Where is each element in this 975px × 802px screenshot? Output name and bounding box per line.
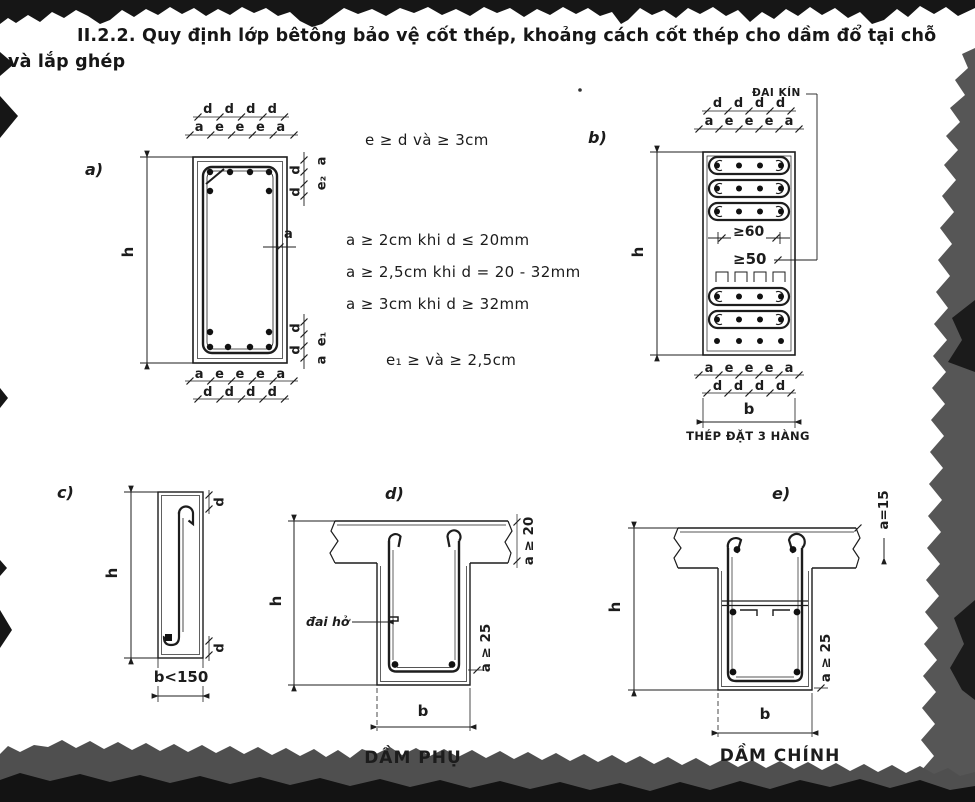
caption-dam-phu: DẦM PHỤ xyxy=(364,748,462,768)
figure-label-a: a) xyxy=(85,160,104,179)
scan-speck xyxy=(578,88,582,92)
dim-e-a-top: a=15 xyxy=(876,490,892,530)
dim-a-right-bottom-d2: d xyxy=(288,345,304,355)
dim-letter: e xyxy=(724,114,734,129)
dim-row-a-bottom-d xyxy=(197,385,283,400)
figure-label-c: c) xyxy=(57,483,74,502)
dim-h-b: h xyxy=(629,246,647,258)
dim-letter: d xyxy=(712,379,723,394)
dim-row-b-top-d xyxy=(707,96,791,111)
dim-b-c: b<150 xyxy=(153,668,209,686)
torn-edge-top xyxy=(0,0,975,27)
dim-letter: e xyxy=(724,361,734,376)
dim-letter: d xyxy=(733,379,744,394)
note-a-rule-3: a ≥ 3cm khi d ≥ 32mm xyxy=(346,295,530,313)
dim-letter: e xyxy=(764,114,774,129)
figure-label-b: b) xyxy=(588,128,607,147)
dim-letter: a xyxy=(704,114,714,129)
dim-a-right-bottom-a: a xyxy=(314,355,330,365)
dim-letter: d xyxy=(224,102,234,117)
beam-e-rebar-dots xyxy=(730,546,801,675)
caption-thep-dat-3-hang: THÉP ĐẶT 3 HÀNG xyxy=(686,429,810,443)
dim-letter: e xyxy=(744,361,754,376)
dim-c-d-top: d xyxy=(212,497,228,507)
dim-letter: d xyxy=(754,96,765,111)
dim-letter: d xyxy=(267,385,277,400)
dim-row-a-bottom-ae xyxy=(189,367,291,382)
dim-letter: e xyxy=(215,120,224,135)
torn-edge-left xyxy=(0,52,18,648)
dim-a-right-top-d1: d xyxy=(288,165,304,175)
dim-letter: e xyxy=(764,361,774,376)
dim-letter: d xyxy=(267,102,277,117)
dim-b-e: b xyxy=(759,705,771,723)
dim-letter: e xyxy=(744,114,754,129)
page-title-line1: II.2.2. Quy định lớp bêtông bảo vệ cốt thép, khoảng cách cốt thép cho dầm đổ tại chỗ xyxy=(77,26,937,46)
dim-row-a-top-d xyxy=(197,102,283,117)
dim-a-right-top-d2: d xyxy=(288,187,304,197)
dim-row-b-bottom-d xyxy=(707,379,791,394)
dim-c-d-bottom: d xyxy=(212,643,228,653)
beam-d-rebar-dots xyxy=(392,661,456,668)
dim-letter: d xyxy=(246,385,256,400)
note-e1-rule: e₁ ≥ và ≥ 2,5cm xyxy=(386,351,517,369)
dim-letter: a xyxy=(704,361,714,376)
dim-side-a: a xyxy=(284,227,293,242)
dim-letter: d xyxy=(775,379,786,394)
dim-h-a: h xyxy=(119,246,137,258)
page-title-line2: và lắp ghép xyxy=(8,52,126,72)
dai-kin-label: ĐAI KÍN xyxy=(752,87,801,99)
dim-row-b-bottom-ae xyxy=(699,361,799,376)
dim-ge50: ≥50 xyxy=(733,250,767,268)
caption-dam-chinh: DẦM CHÍNH xyxy=(719,746,841,766)
dim-letter: e xyxy=(235,367,245,382)
dim-letter: a xyxy=(194,120,204,135)
dim-a-right-top-a: a xyxy=(314,156,330,166)
dim-h-d: h xyxy=(267,595,285,607)
dim-letter: e xyxy=(255,367,265,382)
dim-letter: d xyxy=(775,96,786,111)
dim-letter: a xyxy=(784,361,794,376)
dim-letter: d xyxy=(712,96,723,111)
dim-d-a-bottom: a ≥ 25 xyxy=(478,623,494,673)
dim-b-b: b xyxy=(743,400,755,418)
figure-label-e: e) xyxy=(772,484,791,503)
dim-letter: a xyxy=(784,114,794,129)
dim-letter: a xyxy=(276,367,286,382)
dim-h-c: h xyxy=(103,567,121,579)
dim-letter: e xyxy=(215,367,224,382)
dim-row-b-top-ae xyxy=(699,114,799,129)
note-e-rule: e ≥ d và ≥ 3cm xyxy=(365,131,489,149)
torn-edge-right xyxy=(920,48,975,802)
dim-letter: a xyxy=(276,120,286,135)
dim-a-right-bottom-e1: e₁ xyxy=(314,331,330,347)
dai-ho-label: đai hở xyxy=(306,614,350,629)
dim-letter: a xyxy=(194,367,204,382)
dim-row-a-top-ae xyxy=(189,120,291,135)
beam-c-rebar-dot xyxy=(165,634,172,641)
dim-letter: d xyxy=(733,96,744,111)
dim-letter: d xyxy=(224,385,234,400)
note-a-rule-1: a ≥ 2cm khi d ≤ 20mm xyxy=(346,231,530,249)
dim-e-a-bottom: a ≥ 25 xyxy=(818,633,834,683)
beam-e-drawing xyxy=(628,525,884,738)
dim-a-right-bottom-d1: d xyxy=(288,323,304,333)
dim-letter: e xyxy=(255,120,265,135)
dim-d-a-top: a ≥ 20 xyxy=(521,516,537,566)
dim-letter: e xyxy=(235,120,245,135)
figure-label-d: d) xyxy=(385,484,404,503)
dim-letter: d xyxy=(203,102,213,117)
note-a-rule-2: a ≥ 2,5cm khi d = 20 - 32mm xyxy=(346,263,581,281)
dim-letter: d xyxy=(203,385,213,400)
beam-a-rebar-dots xyxy=(207,169,272,350)
dim-letter: d xyxy=(246,102,256,117)
dim-b-d: b xyxy=(417,702,429,720)
dim-h-e: h xyxy=(606,601,624,613)
beam-a-drawing xyxy=(140,114,308,403)
dim-ge60: ≥60 xyxy=(733,224,765,240)
dim-letter: d xyxy=(754,379,765,394)
dim-a-right-top-e2: e₂ xyxy=(314,175,330,191)
